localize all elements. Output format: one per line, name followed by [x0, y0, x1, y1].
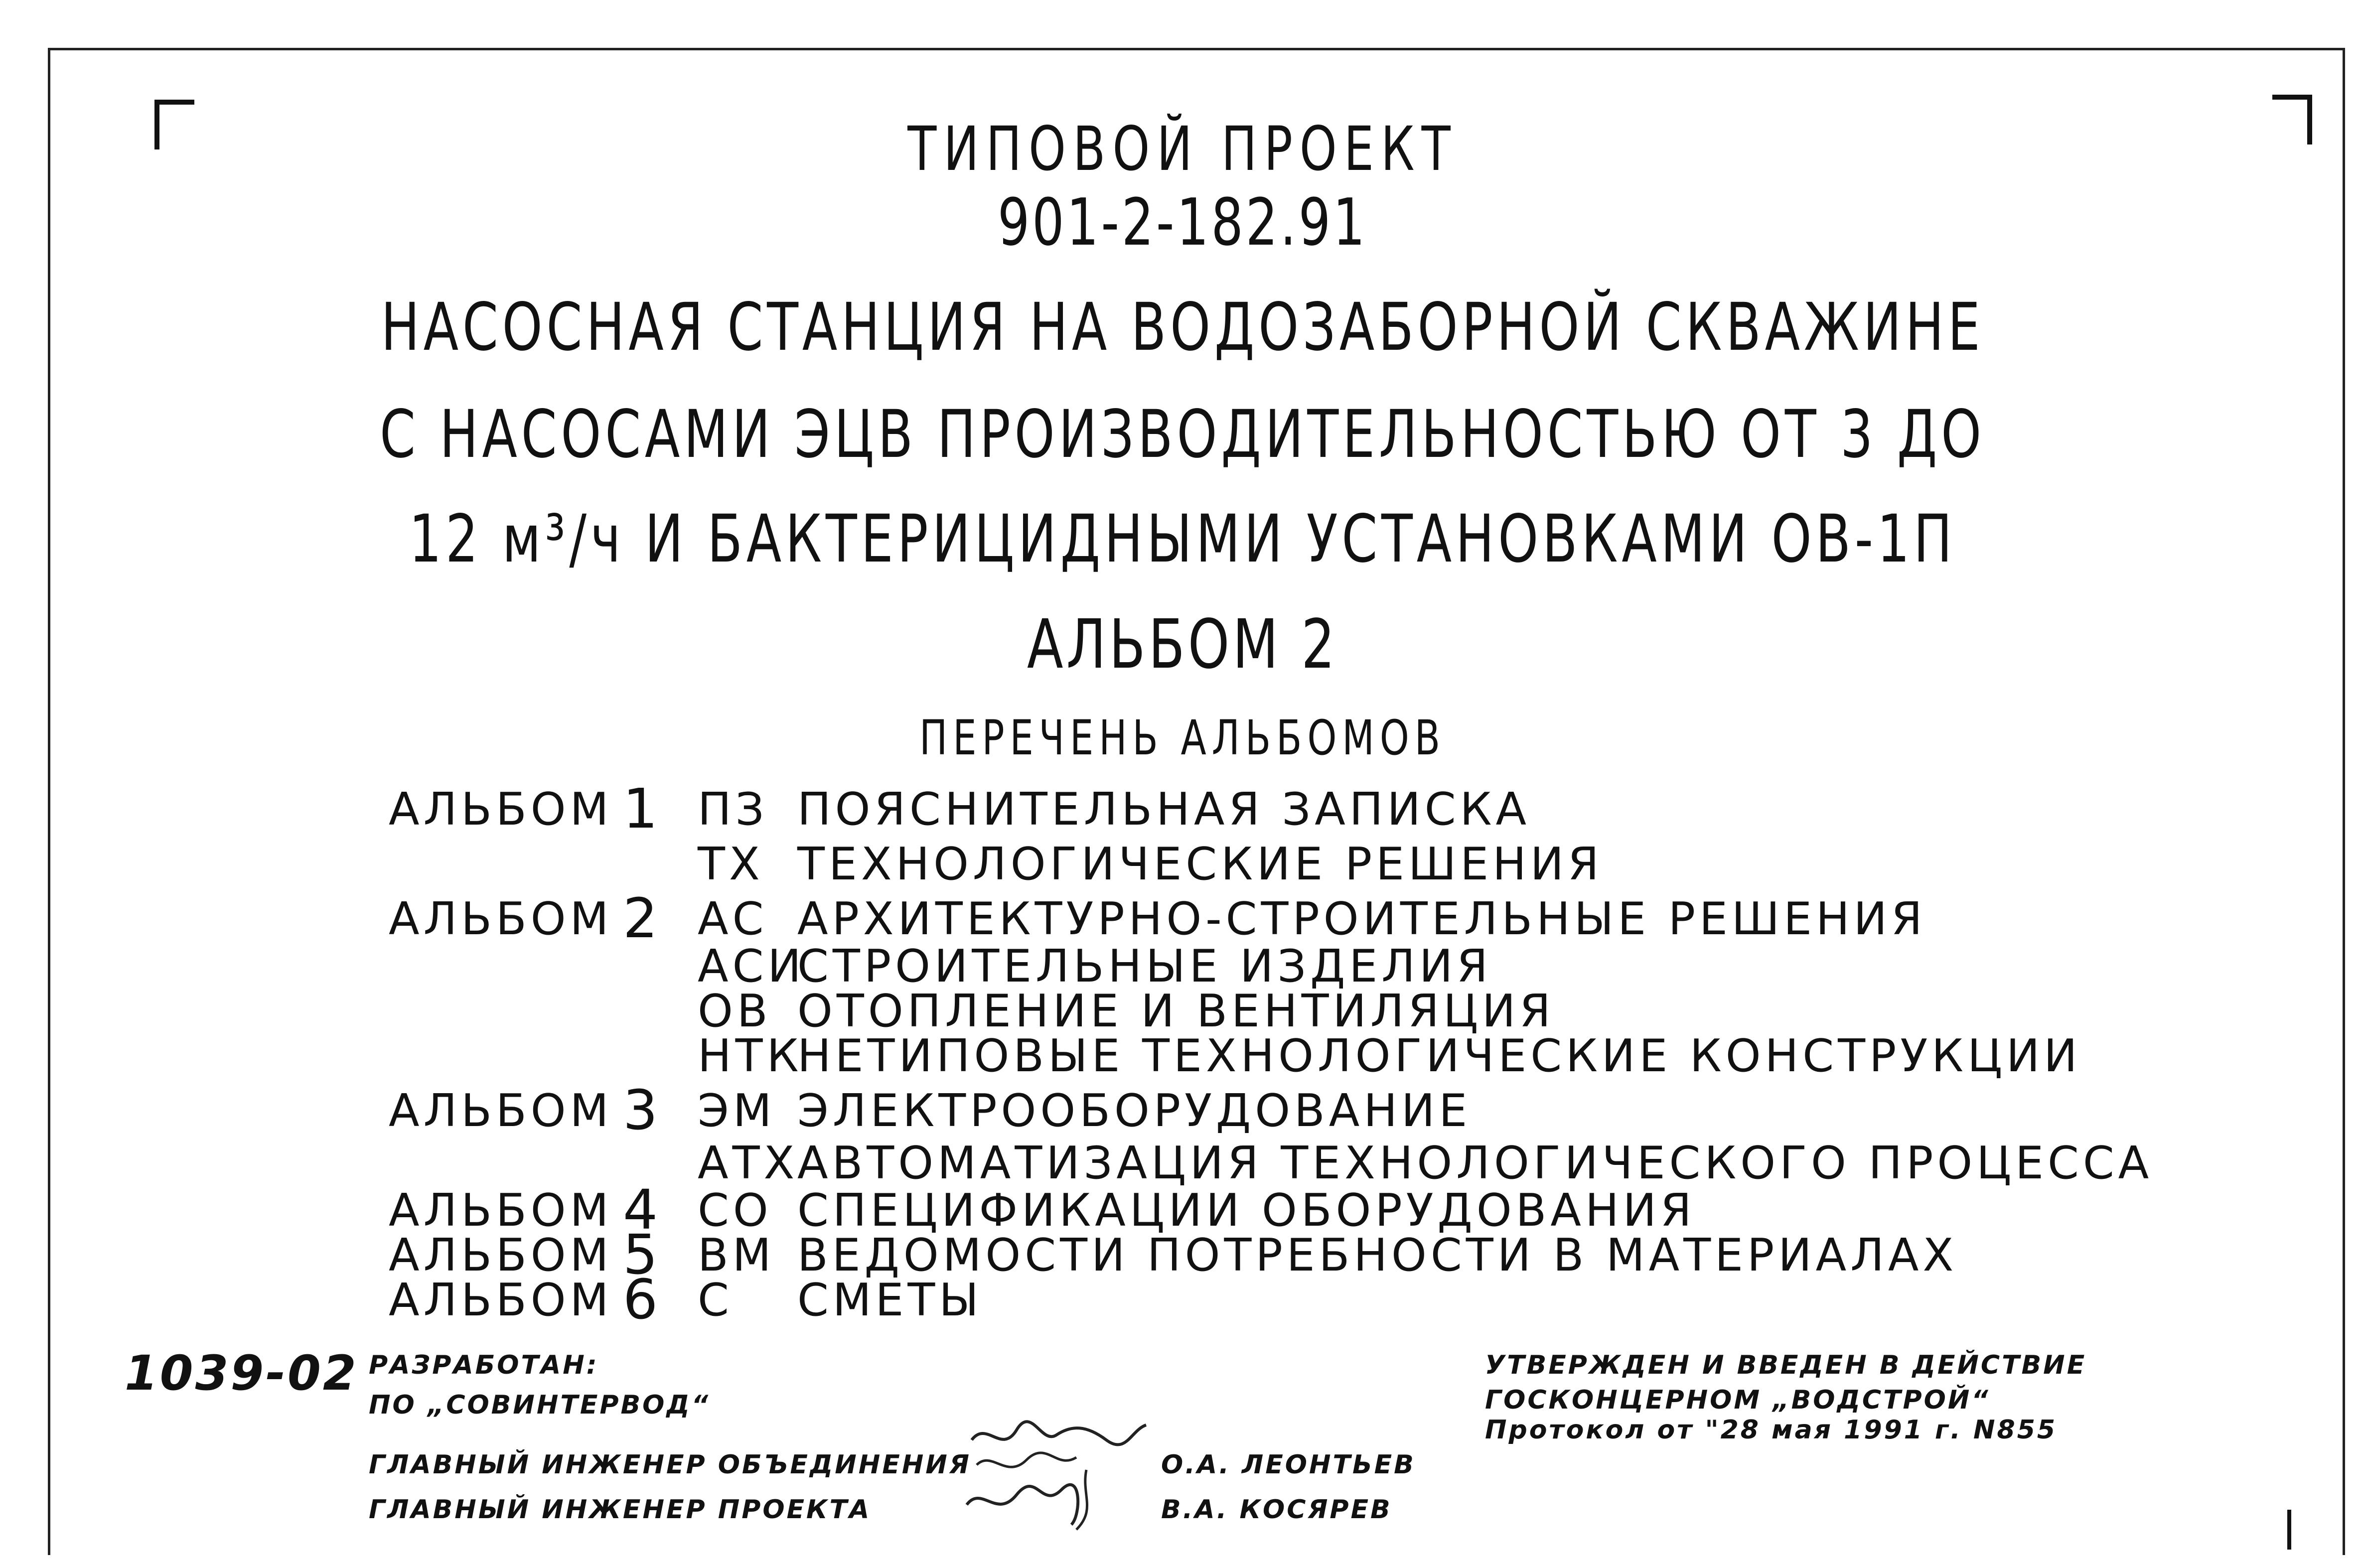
album-label: АЛЬБОМ — [389, 783, 613, 836]
developer-label: РАЗРАБОТАН: — [369, 1350, 599, 1380]
albums-list-title: ПЕРЕЧЕНЬ АЛЬБОМОВ — [919, 710, 1446, 766]
section-description: СТРОИТЕЛЬНЫЕ ИЗДЕЛИЯ — [797, 940, 1492, 993]
section-description: АВТОМАТИЗАЦИЯ ТЕХНОЛОГИЧЕСКОГО ПРОЦЕССА — [797, 1137, 2153, 1189]
handwritten-signature — [957, 1410, 1156, 1540]
section-description: ТЕХНОЛОГИЧЕСКИЕ РЕШЕНИЯ — [797, 838, 1603, 890]
section-description: ПОЯСНИТЕЛЬНАЯ ЗАПИСКА — [797, 783, 1531, 836]
section-description: АРХИТЕКТУРНО-СТРОИТЕЛЬНЫЕ РЕШЕНИЯ — [797, 893, 1926, 945]
approval-line-3: Протокол от "28 мая 1991 г. N855 — [1485, 1415, 2058, 1445]
section-code: ВМ — [698, 1229, 775, 1282]
album-number: 2 — [623, 886, 662, 950]
section-code: АСИ — [698, 940, 805, 993]
album-label: АЛЬБОМ — [389, 1085, 613, 1137]
section-description: НЕТИПОВЫЕ ТЕХНОЛОГИЧЕСКИЕ КОНСТРУКЦИИ — [797, 1030, 2081, 1082]
frame-corner-mark — [154, 100, 194, 149]
album-title: АЛЬБОМ 2 — [1027, 605, 1338, 684]
frame-corner-mark — [2272, 95, 2312, 144]
section-code: НТК — [698, 1030, 803, 1082]
project-title-line-1: НАСОСНАЯ СТАНЦИЯ НА ВОДОЗАБОРНОЙ СКВАЖИНЕ — [381, 289, 1984, 366]
section-code: ОВ — [698, 985, 772, 1037]
section-description: ЭЛЕКТРООБОРУДОВАНИЕ — [797, 1085, 1472, 1137]
edge-tick — [2287, 1510, 2291, 1550]
approval-line-1: УТВЕРЖДЕН И ВВЕДЕН В ДЕЙСТВИЕ — [1485, 1350, 2087, 1380]
section-code: ЭМ — [698, 1085, 776, 1137]
album-label: АЛЬБОМ — [389, 1274, 613, 1326]
section-code: ПЗ — [698, 783, 768, 836]
album-label: АЛЬБОМ — [389, 893, 613, 945]
section-description: СПЕЦИФИКАЦИИ ОБОРУДОВАНИЯ — [797, 1184, 1696, 1237]
album-label: АЛЬБОМ — [389, 1184, 613, 1237]
section-description: ОТОПЛЕНИЕ И ВЕНТИЛЯЦИЯ — [797, 985, 1555, 1037]
section-description: СМЕТЫ — [797, 1274, 983, 1326]
chief-engineer-assoc-name: О.А. ЛЕОНТЬЕВ — [1161, 1450, 1416, 1480]
section-code: ТХ — [698, 838, 764, 890]
section-code: СО — [698, 1184, 772, 1237]
project-title-line-2: С НАСОСАМИ ЭЦВ ПРОИЗВОДИТЕЛЬНОСТЬЮ ОТ 3 ДО — [380, 396, 1985, 473]
album-number: 1 — [623, 777, 662, 841]
album-number: 5 — [623, 1223, 662, 1286]
chief-engineer-project-name: В.А. КОСЯРЕВ — [1161, 1495, 1392, 1525]
project-number: 901-2-182.91 — [997, 184, 1368, 260]
section-code: АС — [698, 893, 768, 945]
project-title-line-3: 12 м³/ч И БАКТЕРИЦИДНЫМИ УСТАНОВКАМИ ОВ-1П — [409, 501, 1956, 577]
developer-org: ПО „СОВИНТЕРВОД“ — [369, 1390, 711, 1420]
archive-tag: 1039-02 — [125, 1345, 358, 1401]
section-description: ВЕДОМОСТИ ПОТРЕБНОСТИ В МАТЕРИАЛАХ — [797, 1229, 1958, 1282]
album-number: 3 — [623, 1078, 662, 1142]
approval-line-2: ГОСКОНЦЕРНОМ „ВОДСТРОЙ“ — [1485, 1385, 1990, 1415]
section-code: С — [698, 1274, 733, 1326]
album-number: 4 — [623, 1178, 662, 1242]
album-label: АЛЬБОМ — [389, 1229, 613, 1282]
chief-engineer-assoc-title: ГЛАВНЫЙ ИНЖЕНЕР ОБЪЕДИНЕНИЯ — [369, 1450, 971, 1480]
doc-type-heading: ТИПОВОЙ ПРОЕКТ — [907, 114, 1458, 184]
chief-engineer-project-title: ГЛАВНЫЙ ИНЖЕНЕР ПРОЕКТА — [369, 1495, 872, 1525]
album-number: 6 — [623, 1268, 662, 1331]
section-code: АТХ — [698, 1137, 799, 1189]
